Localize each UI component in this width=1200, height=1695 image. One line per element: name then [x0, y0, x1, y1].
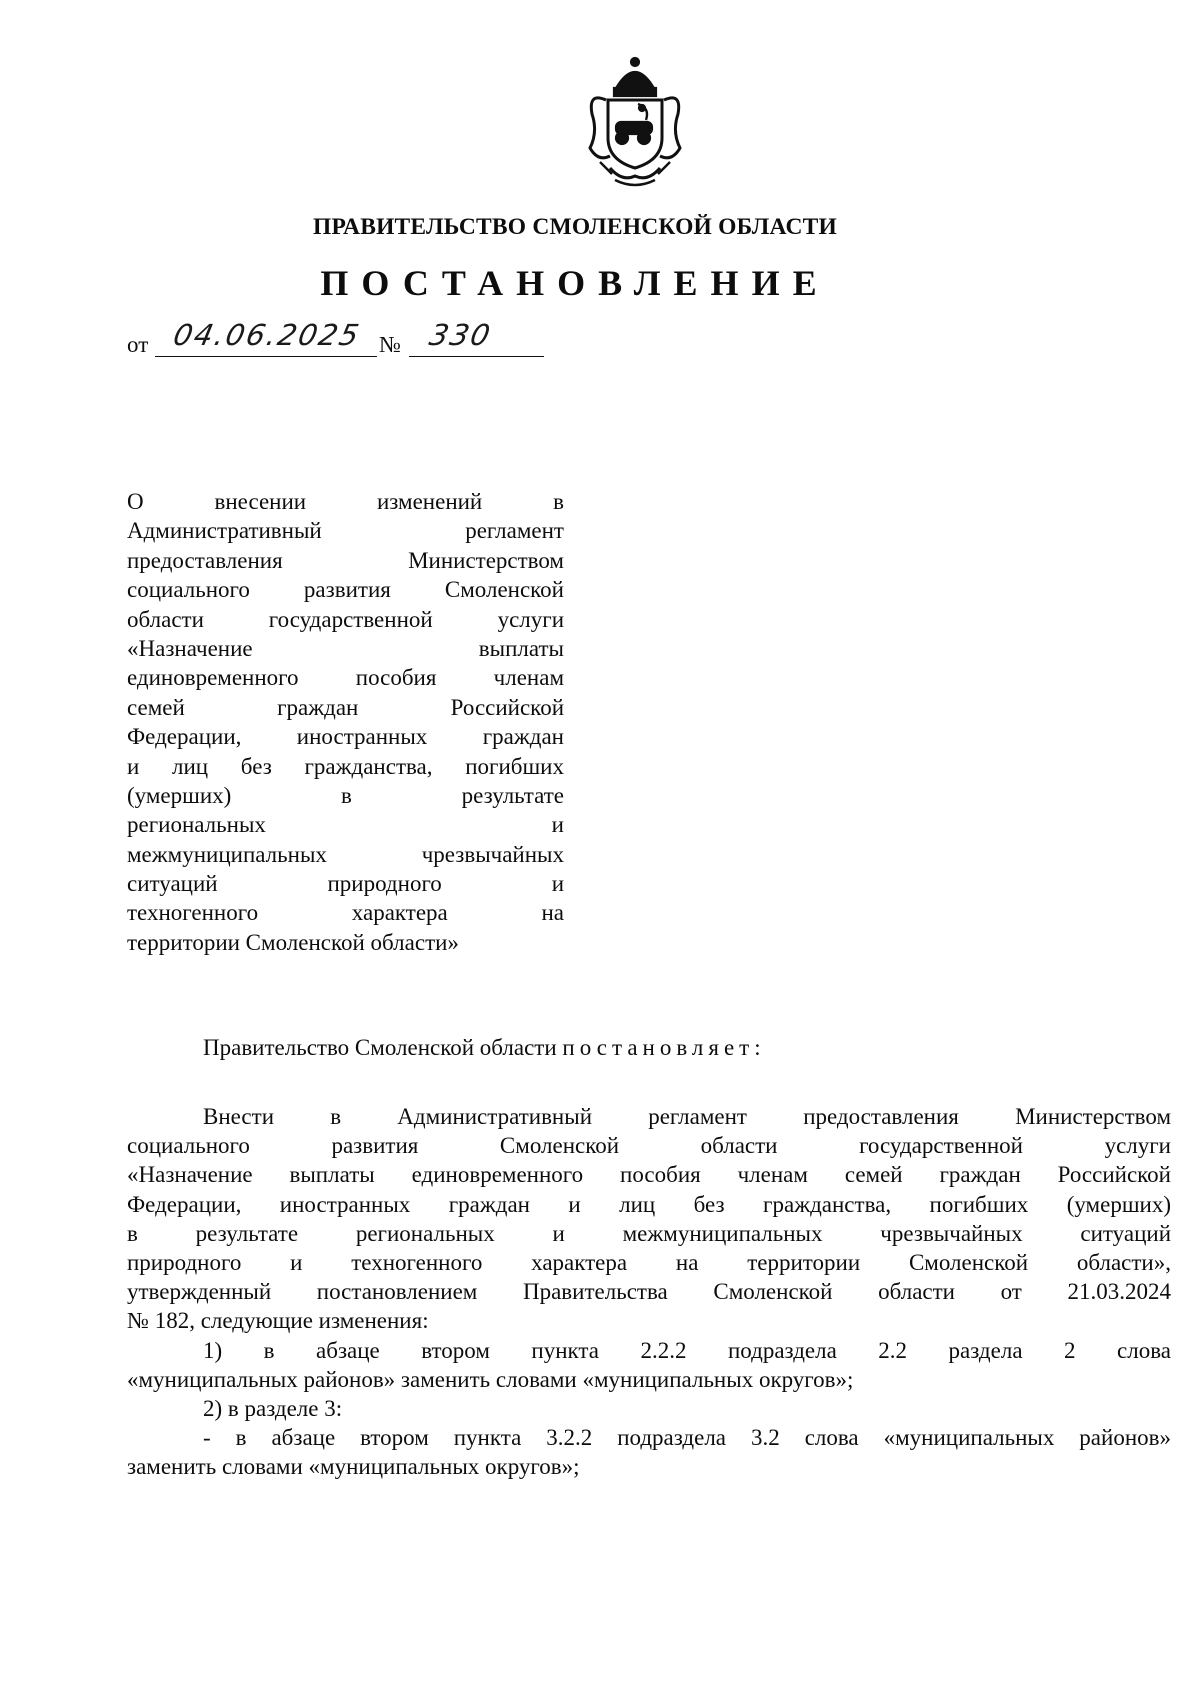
- document-number: 330: [426, 318, 495, 352]
- document-body: [127, 1102, 1171, 1481]
- number-label: №: [379, 332, 401, 357]
- coat-of-arms-icon: [570, 52, 700, 190]
- subject-line: межмуниципальных чрезвычайных: [127, 841, 564, 867]
- subject-line: Федерации, иностранных граждан: [127, 724, 564, 750]
- body-line: 1) в абзаце втором пункта 2.2.2 подраздела 2.2 раздела 2 слова: [203, 1337, 1171, 1363]
- subject-line: семей граждан Российской: [127, 694, 564, 720]
- subject-line: региональных и: [127, 812, 564, 838]
- body-line: «Назначение выплаты единовременного пособия членам семей граждан Российской: [127, 1162, 1171, 1188]
- body-line: Федерации, иностранных граждан и лиц без гражданства, погибших (умерших): [127, 1191, 1171, 1217]
- subject-line: «Назначение выплаты: [127, 635, 564, 661]
- subject-line: предоставления Министерством: [127, 547, 564, 573]
- dateline: [127, 320, 547, 360]
- body-line: природного и техногенного характера на территории Смоленской области»,: [127, 1249, 1171, 1275]
- subject-line: и лиц без гражданства, погибших: [127, 753, 564, 779]
- body-line: заменить словами «муниципальных округов»;: [127, 1454, 580, 1480]
- body-line: «муниципальных районов» заменить словами «муниципальных округов»;: [127, 1366, 854, 1392]
- subject-line: территории Смоленской области»: [127, 929, 459, 955]
- date-from-label: от: [127, 332, 149, 357]
- subject-line: (умерших) в результате: [127, 782, 564, 808]
- subject-line: О внесении изменений в: [127, 489, 564, 514]
- document-subject: [127, 487, 564, 957]
- decree-prefix: Правительство Смоленской области: [203, 1035, 557, 1060]
- document-type: ПОСТАНОВЛЕНИЕ: [320, 263, 830, 303]
- subject-line: ситуаций природного и: [127, 871, 564, 897]
- body-line: социального развития Смоленской области государственной услуги: [127, 1133, 1171, 1159]
- body-line: № 182, следующие изменения:: [127, 1308, 429, 1334]
- organization-name: ПРАВИТЕЛЬСТВО СМОЛЕНСКОЙ ОБЛАСТИ: [313, 214, 837, 240]
- body-line: утвержденный постановлением Правительства Смоленской области от 21.03.2024: [127, 1279, 1171, 1305]
- body-line: - в абзаце втором пункта 3.2.2 подраздела 3.2 слова «муниципальных районов»: [203, 1425, 1171, 1451]
- subject-line: техногенного характера на: [127, 900, 564, 926]
- date-underline: [155, 356, 377, 357]
- body-line: в результате региональных и межмуниципальных чрезвычайных ситуаций: [127, 1220, 1171, 1246]
- decree-verb: постановляет:: [562, 1035, 766, 1060]
- body-line: Внести в Административный регламент предоставления Министерством: [203, 1104, 1171, 1129]
- number-underline: [409, 356, 544, 357]
- subject-line: единовременного пособия членам: [127, 665, 564, 691]
- document-date: 04.06.2025: [170, 318, 364, 352]
- subject-line: Административный регламент: [127, 518, 564, 544]
- body-line: 2) в разделе 3:: [203, 1395, 343, 1421]
- subject-line: области государственной услуги: [127, 606, 564, 632]
- decree-intro: [203, 1035, 766, 1061]
- subject-line: социального развития Смоленской: [127, 577, 564, 603]
